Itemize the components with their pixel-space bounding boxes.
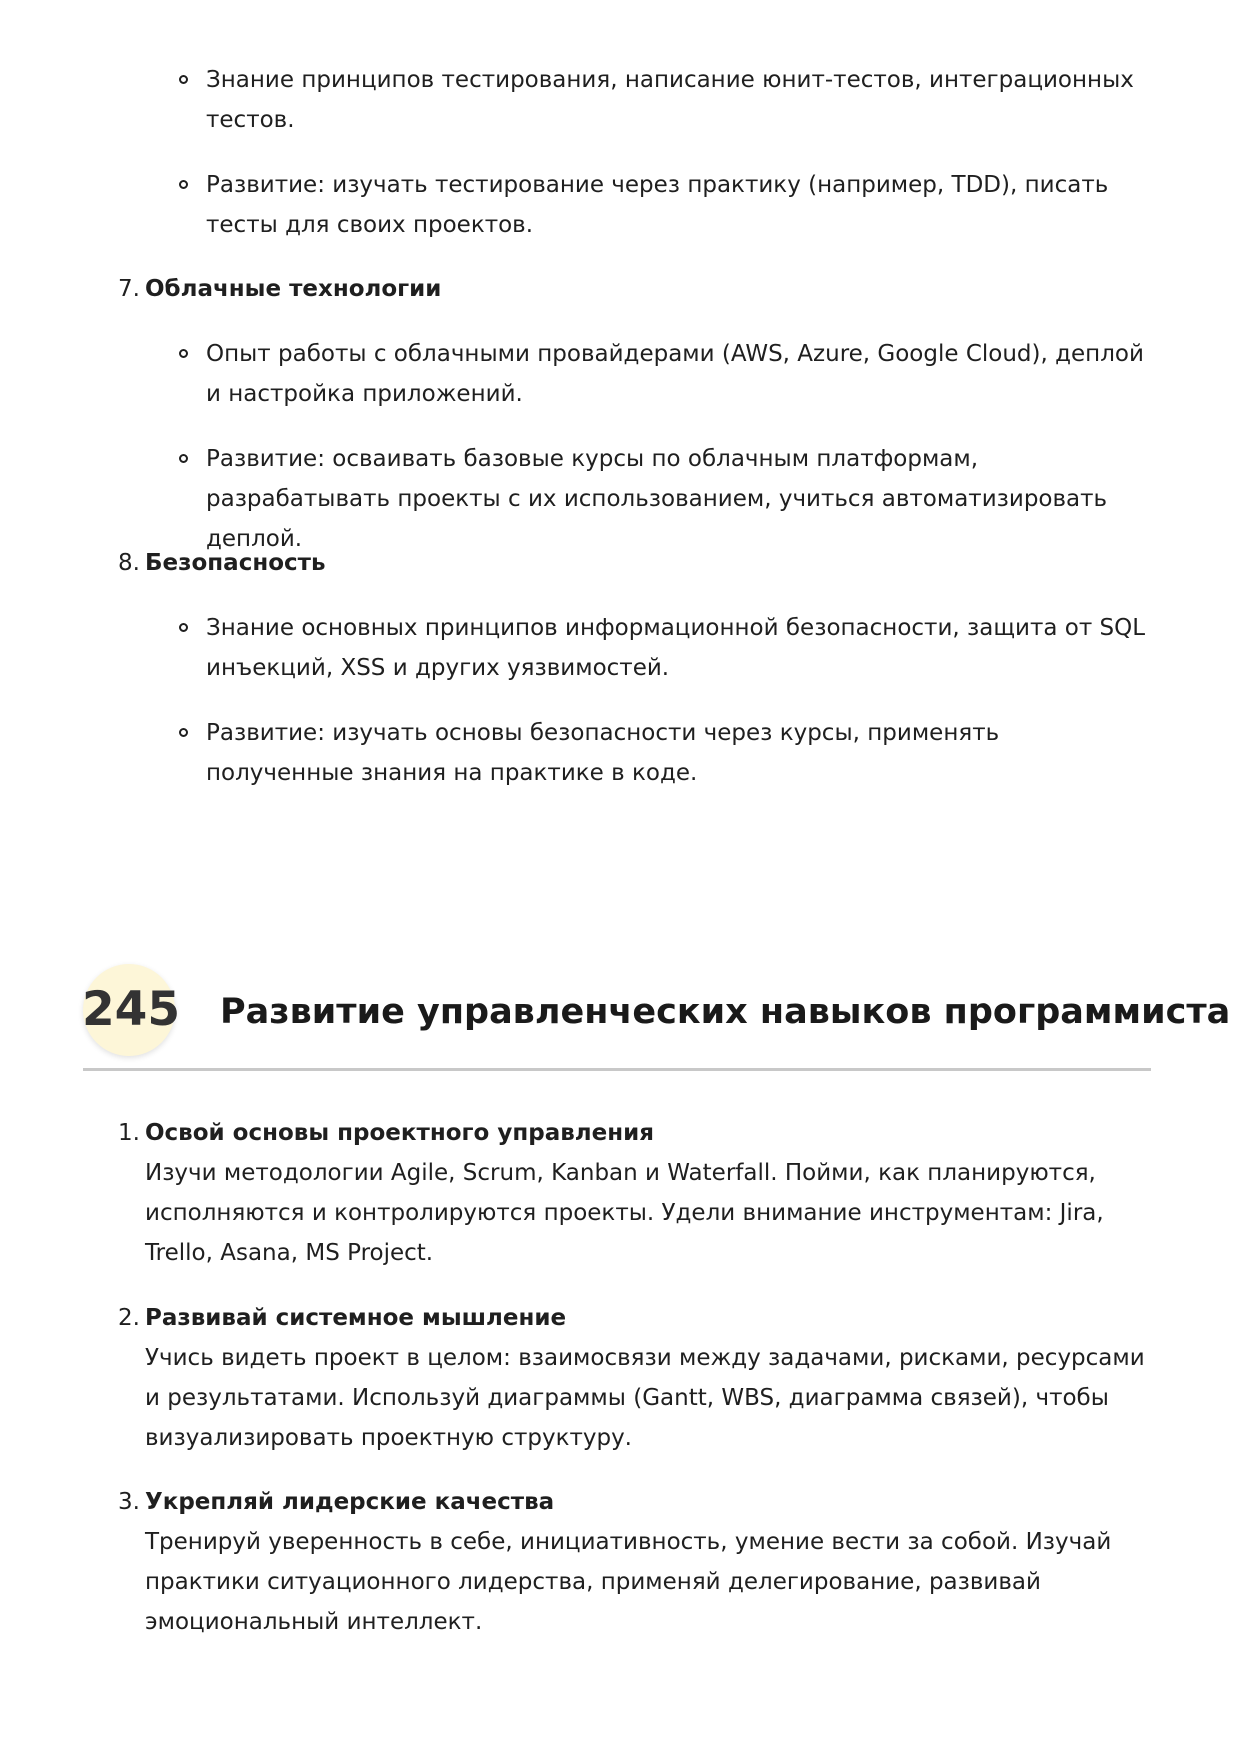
list-number: 8. xyxy=(118,550,140,576)
list-heading-title: Облачные технологии xyxy=(145,276,442,302)
list-number: 2. xyxy=(118,1305,140,1331)
section-number: 245 xyxy=(81,982,181,1037)
hollow-bullet-icon xyxy=(179,728,188,737)
bullet-text: Развитие: изучать тестирование через практику (например, TDD), писать тесты для своих проектов. xyxy=(206,172,1109,238)
list-number: 1. xyxy=(118,1120,140,1146)
hollow-bullet-icon xyxy=(179,75,188,84)
list-heading-security xyxy=(118,543,326,583)
list-item-title: Укрепляй лидерские качества xyxy=(145,1489,555,1515)
section-title: Развитие управленческих навыков программиста xyxy=(220,992,1231,1032)
bullet-text: Знание основных принципов информационной безопасности, защита от SQL инъекций, XSS и других уязвимостей. xyxy=(206,615,1146,681)
hollow-bullet-icon xyxy=(179,349,188,358)
section-header xyxy=(81,964,1231,1072)
list-item xyxy=(206,165,1146,245)
security-bullet-list xyxy=(206,608,1146,818)
section-divider xyxy=(83,1068,1151,1071)
bullet-text: Развитие: осваивать базовые курсы по облачным платформам, разрабатывать проекты с их использованием, учиться автоматизировать деплой. xyxy=(206,446,1108,552)
list-item xyxy=(206,439,1146,559)
list-item xyxy=(206,713,1146,793)
list-number: 3. xyxy=(118,1489,140,1515)
list-item-title: Освой основы проектного управления xyxy=(145,1120,655,1146)
cloud-bullet-list xyxy=(206,334,1146,584)
list-item-body: Тренируй уверенность в себе, инициативность, умение вести за собой. Изучай практики ситуационного лидерства, применяй делегирование, развивай эмоциональный интеллект. xyxy=(145,1529,1112,1635)
list-item xyxy=(206,608,1146,688)
list-heading-title: Безопасность xyxy=(145,550,326,576)
list-heading-cloud xyxy=(118,269,441,309)
hollow-bullet-icon xyxy=(179,180,188,189)
hollow-bullet-icon xyxy=(179,454,188,463)
bullet-text: Опыт работы с облачными провайдерами (AWS, Azure, Google Cloud), деплой и настройка приложений. xyxy=(206,341,1144,407)
bullet-text: Развитие: изучать основы безопасности через курсы, применять полученные знания на практике в коде. xyxy=(206,720,1000,786)
bullet-text: Знание принципов тестирования, написание юнит-тестов, интеграционных тестов. xyxy=(206,67,1134,133)
hollow-bullet-icon xyxy=(179,623,188,632)
list-item-body: Изучи методологии Agile, Scrum, Kanban и Waterfall. Пойми, как планируются, исполняются и контролируются проекты. Удели внимание инструментам: Jira, Trello, Asana, MS Project. xyxy=(145,1160,1104,1266)
list-item xyxy=(206,60,1146,140)
top-bullet-list xyxy=(206,60,1146,270)
list-number: 7. xyxy=(118,276,140,302)
list-item xyxy=(206,334,1146,414)
list-item-title: Развивай системное мышление xyxy=(145,1305,567,1331)
list-item-body: Учись видеть проект в целом: взаимосвязи между задачами, рисками, ресурсами и результатами. Используй диаграммы (Gantt, WBS, диаграмма связей), чтобы визуализировать проектную структуру. xyxy=(145,1345,1145,1451)
